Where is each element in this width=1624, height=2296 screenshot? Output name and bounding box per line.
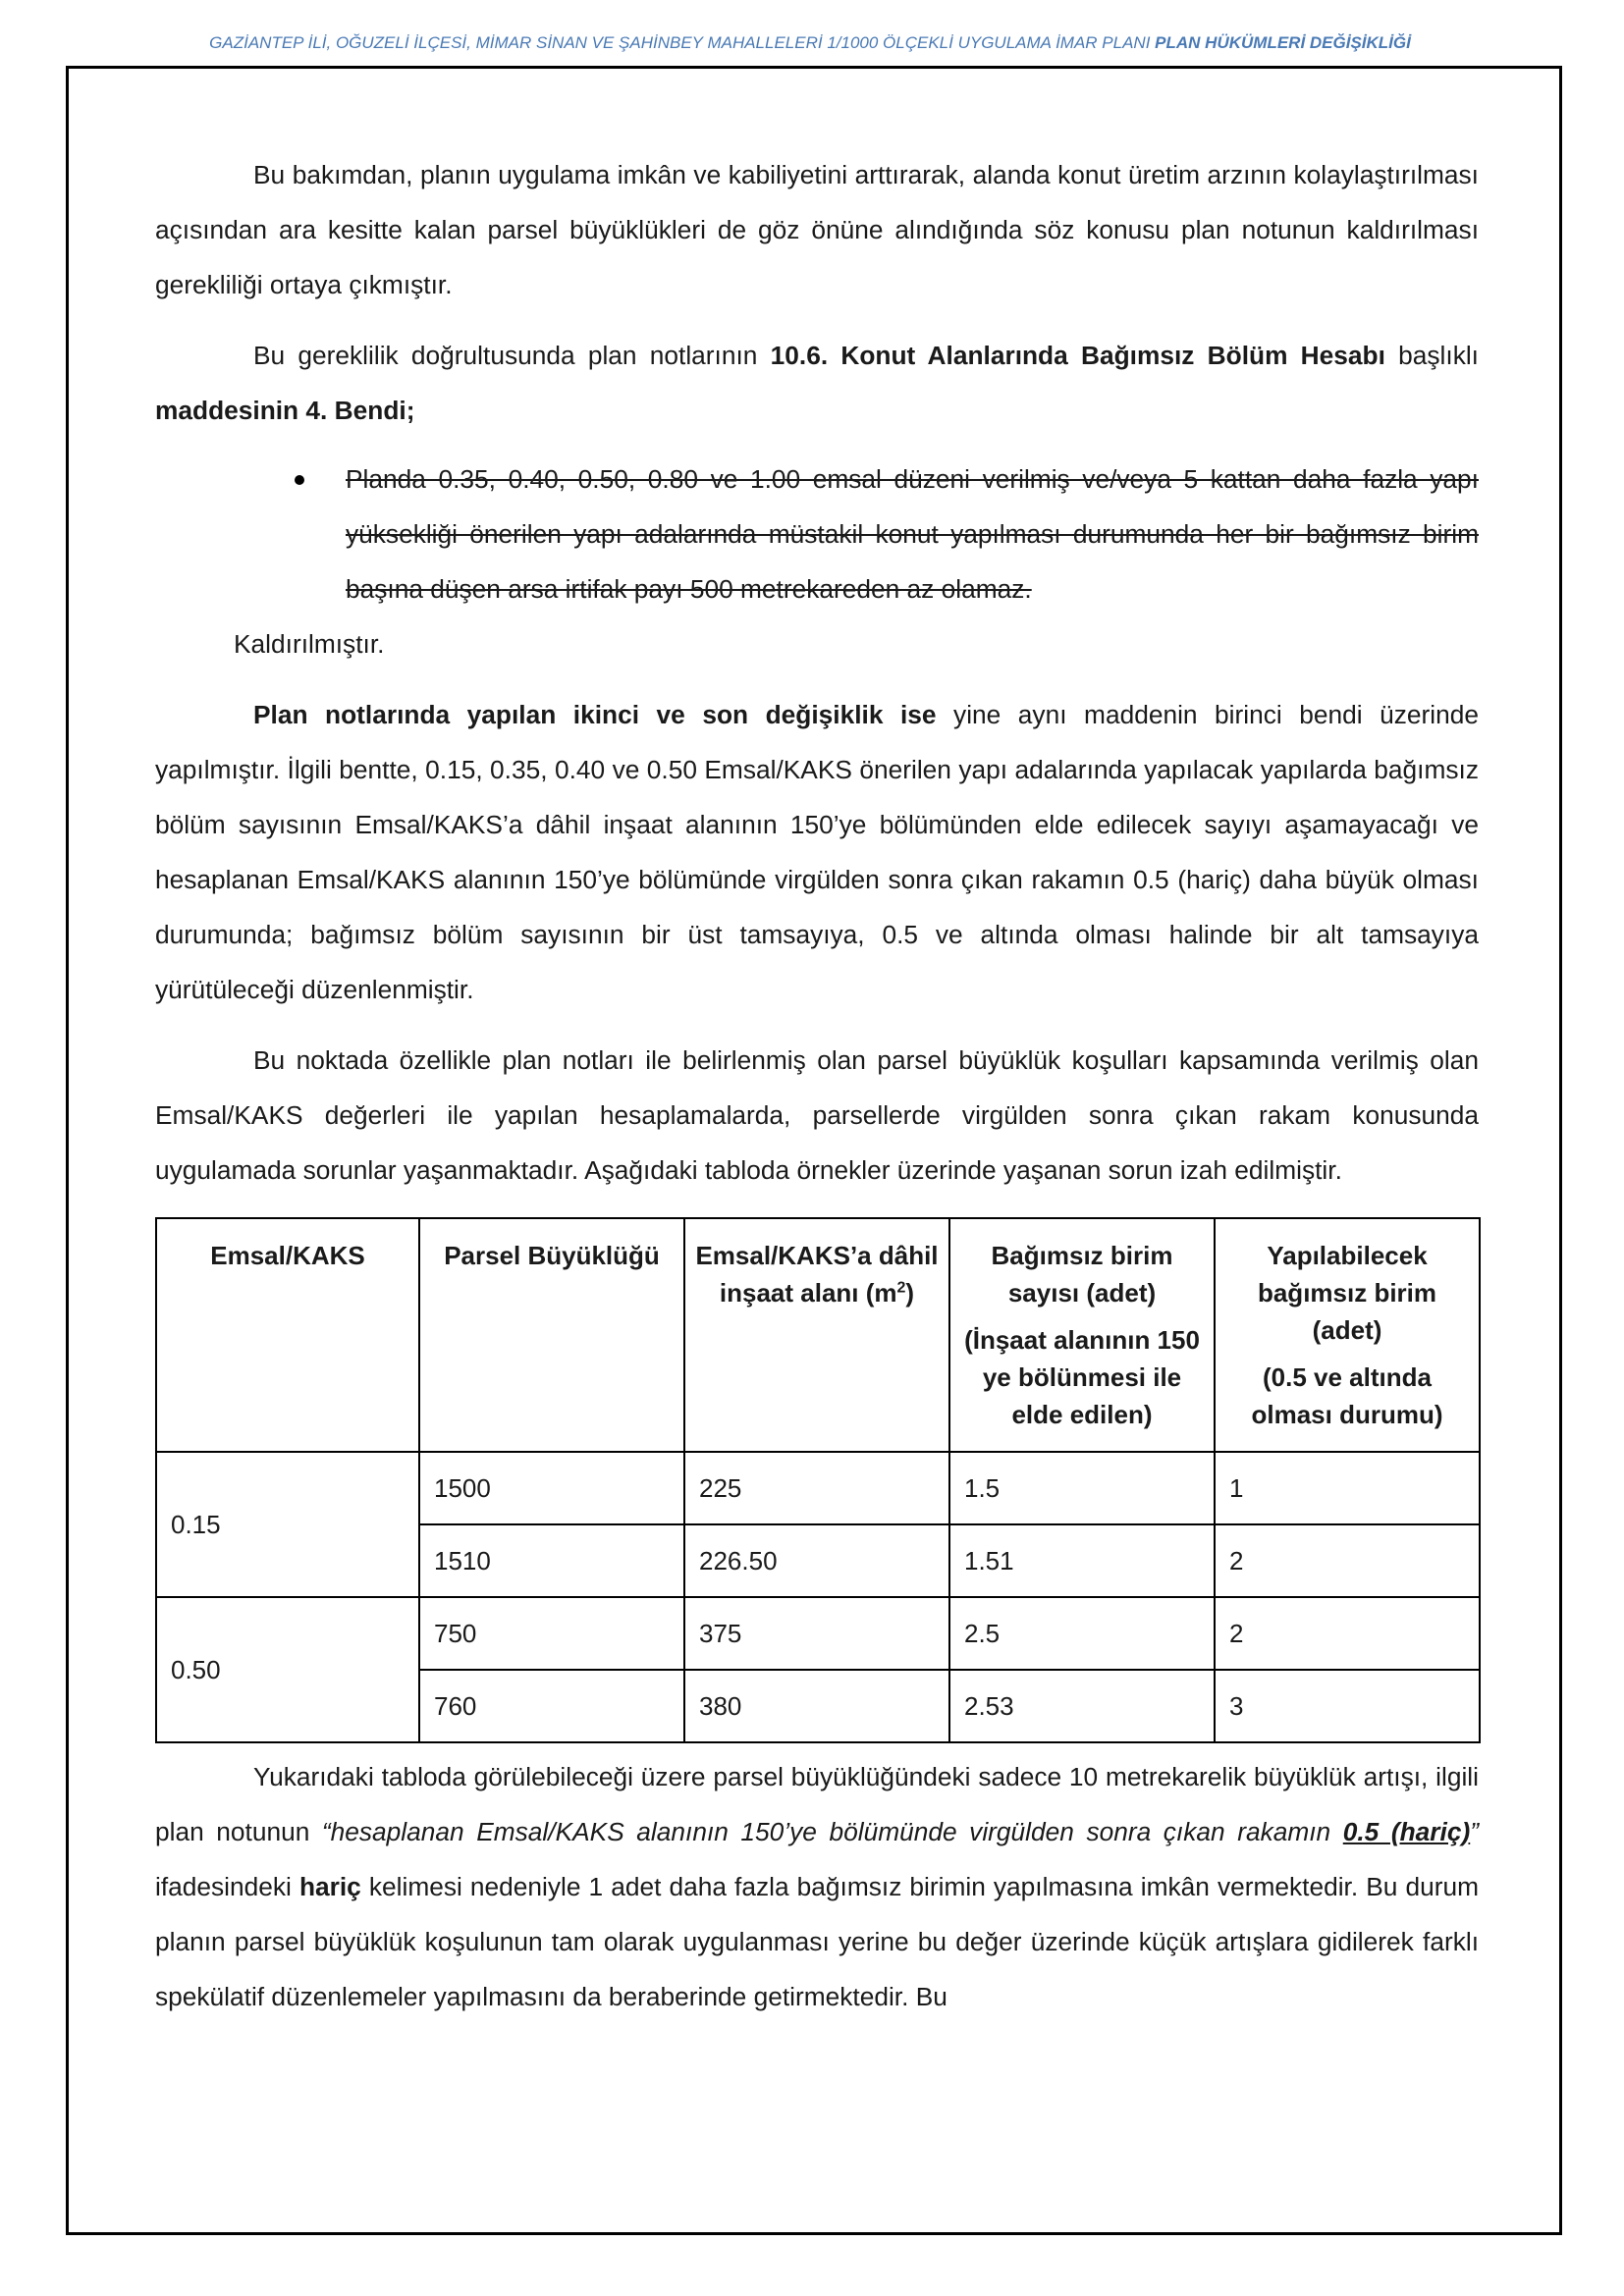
p5-text: Yukarıdaki tabloda görülebileceği üzere parsel büyüklüğündeki sadece 10 metrekarelik büyüklük artışı, ilgili plan notunun bbox=[155, 1762, 1479, 1846]
cell-emsal: 0.15 bbox=[156, 1452, 419, 1597]
table-header-row bbox=[156, 1218, 1480, 1452]
bullet-dot bbox=[295, 475, 304, 485]
p3-bold: Plan notlarında yapılan ikinci ve son değişiklik ise bbox=[253, 700, 937, 729]
cell-yapilabilecek: 2 bbox=[1215, 1597, 1480, 1670]
cell-yapilabilecek: 2 bbox=[1215, 1524, 1480, 1597]
header-title-bold: PLAN HÜKÜMLERİ DEĞİŞİKLİĞİ bbox=[1155, 33, 1411, 52]
p2-text: Bu gereklilik doğrultusunda plan notlarının bbox=[253, 341, 771, 370]
cell-birim: 2.5 bbox=[949, 1597, 1215, 1670]
header-alan-sup: 2 bbox=[896, 1279, 906, 1297]
running-header bbox=[59, 33, 1561, 53]
cell-birim: 1.5 bbox=[949, 1452, 1215, 1524]
cell-parsel: 750 bbox=[419, 1597, 684, 1670]
header-alan-end: ) bbox=[905, 1278, 915, 1308]
document-body bbox=[155, 147, 1479, 2024]
header-birim bbox=[949, 1218, 1215, 1452]
cell-alan: 380 bbox=[684, 1670, 949, 1742]
cell-birim: 1.51 bbox=[949, 1524, 1215, 1597]
cell-birim: 2.53 bbox=[949, 1670, 1215, 1742]
p5-quote: “hesaplanan Emsal/KAKS alanının 150’ye bölümünde virgülden sonra çıkan rakamın bbox=[321, 1817, 1343, 1846]
cell-yapilabilecek: 1 bbox=[1215, 1452, 1480, 1524]
p5-quote-bold: 0.5 (hariç) bbox=[1342, 1817, 1471, 1846]
header-parsel: Parsel Büyüklüğü bbox=[419, 1218, 684, 1452]
p5-text-3: kelimesi nedeniyle 1 adet daha fazla bağımsız birimin yapılmasına imkân vermektedir. Bu durum planın parsel büyüklük koşulunun tam olarak uygulanması yerine bu değer üzerinde küçük artışlara gidilerek farklı spekülatif düzenlemeler yapılmasını da beraberinde getirmektedir. Bu bbox=[155, 1872, 1479, 2011]
cell-yapilabilecek: 3 bbox=[1215, 1670, 1480, 1742]
p5-quote-end: ” bbox=[1470, 1817, 1479, 1846]
header-birim-text: Bağımsız birim sayısı (adet) bbox=[991, 1241, 1173, 1308]
paragraph-3 bbox=[155, 687, 1479, 1017]
table-row bbox=[156, 1597, 1480, 1670]
cell-alan: 226.50 bbox=[684, 1524, 949, 1597]
p5-text-2: ifadesindeki bbox=[155, 1872, 299, 1901]
header-alan bbox=[684, 1218, 949, 1452]
p5-bold-word: hariç bbox=[298, 1872, 361, 1901]
header-yapilabilecek bbox=[1215, 1218, 1480, 1452]
cell-alan: 225 bbox=[684, 1452, 949, 1524]
paragraph-4: Bu noktada özellikle plan notları ile belirlenmiş olan parsel büyüklük koşulları kapsamında verilmiş olan Emsal/KAKS değerleri ile yapılan hesaplamalarda, parsellerde virgülden sonra çıkan rakam konusunda uygulamada sorunlar yaşanmaktadır. Aşağıdaki tabloda örnekler üzerinde yaşanan sorun izah edilmiştir. bbox=[155, 1045, 1479, 1185]
paragraph-1: Bu bakımdan, planın uygulama imkân ve kabiliyetini arttırarak, alanda konut üretim arzının kolaylaştırılması açısından ara kesitte kalan parsel büyüklükleri de göz önüne alındığında söz konusu plan notunun kaldırılması gerekliliği ortaya çıkmıştır. bbox=[155, 160, 1479, 299]
cell-alan: 375 bbox=[684, 1597, 949, 1670]
header-birim-sub: (İnşaat alanının 150 ye bölünmesi ile elde edilen) bbox=[964, 1325, 1200, 1429]
struck-bullet bbox=[346, 452, 1479, 616]
paragraph-5 bbox=[155, 1749, 1479, 2024]
paragraph-2 bbox=[155, 328, 1479, 438]
header-alan-text: Emsal/KAKS’a dâhil inşaat alanı (m bbox=[695, 1241, 939, 1308]
cell-parsel: 1500 bbox=[419, 1452, 684, 1524]
p3-text: yine aynı maddenin birinci bendi üzerinde yapılmıştır. İlgili bentte, 0.15, 0.35, 0.40 ve 0.50 Emsal/KAKS önerilen yapı adalarında yapılacak yapılarda bağımsız bölüm sayısının Emsal/KAKS’a dâhil inşaat alanının 150’ye bölümünden elde edilecek sayıyı aşamayacağı ve hesaplanan Emsal/KAKS alanının 150’ye bölümünde virgülden sonra çıkan rakamın 0.5 (hariç) daha büyük olması durumunda; bağımsız bölüm sayısının bir üst tamsayıya, 0.5 ve altında olması halinde bir alt tamsayıya yürütüleceği düzenlenmiştir. bbox=[155, 700, 1479, 1004]
header-yapilabilecek-text: Yapılabilecek bağımsız birim (adet) bbox=[1257, 1241, 1437, 1345]
removed-note: Kaldırılmıştır. bbox=[234, 629, 385, 659]
header-title: GAZİANTEP İLİ, OĞUZELİ İLÇESİ, MİMAR SİNAN VE ŞAHİNBEY MAHALLELERİ 1/1000 ÖLÇEKLİ UYGULAMA İMAR PLANI bbox=[209, 33, 1151, 52]
p2-bold-title: 10.6. Konut Alanlarında Bağımsız Bölüm Hesabı bbox=[770, 341, 1385, 370]
table-row bbox=[156, 1452, 1480, 1524]
p2-bold-item: maddesinin 4. Bendi; bbox=[155, 396, 415, 425]
p2-text-2: başlıklı bbox=[1384, 341, 1479, 370]
example-table bbox=[155, 1217, 1481, 1743]
cell-parsel: 1510 bbox=[419, 1524, 684, 1597]
struck-text: Planda 0.35, 0.40, 0.50, 0.80 ve 1.00 emsal düzeni verilmiş ve/veya 5 kattan daha fazla yapı yüksekliği önerilen yapı adalarında müstakil konut yapılması durumunda her bir bağımsız birim başına düşen arsa irtifak payı 500 metrekareden az olamaz. bbox=[346, 464, 1479, 604]
cell-emsal: 0.50 bbox=[156, 1597, 419, 1742]
header-yapilabilecek-sub: (0.5 ve altında olması durumu) bbox=[1251, 1362, 1443, 1429]
header-emsal: Emsal/KAKS bbox=[156, 1218, 419, 1452]
cell-parsel: 760 bbox=[419, 1670, 684, 1742]
